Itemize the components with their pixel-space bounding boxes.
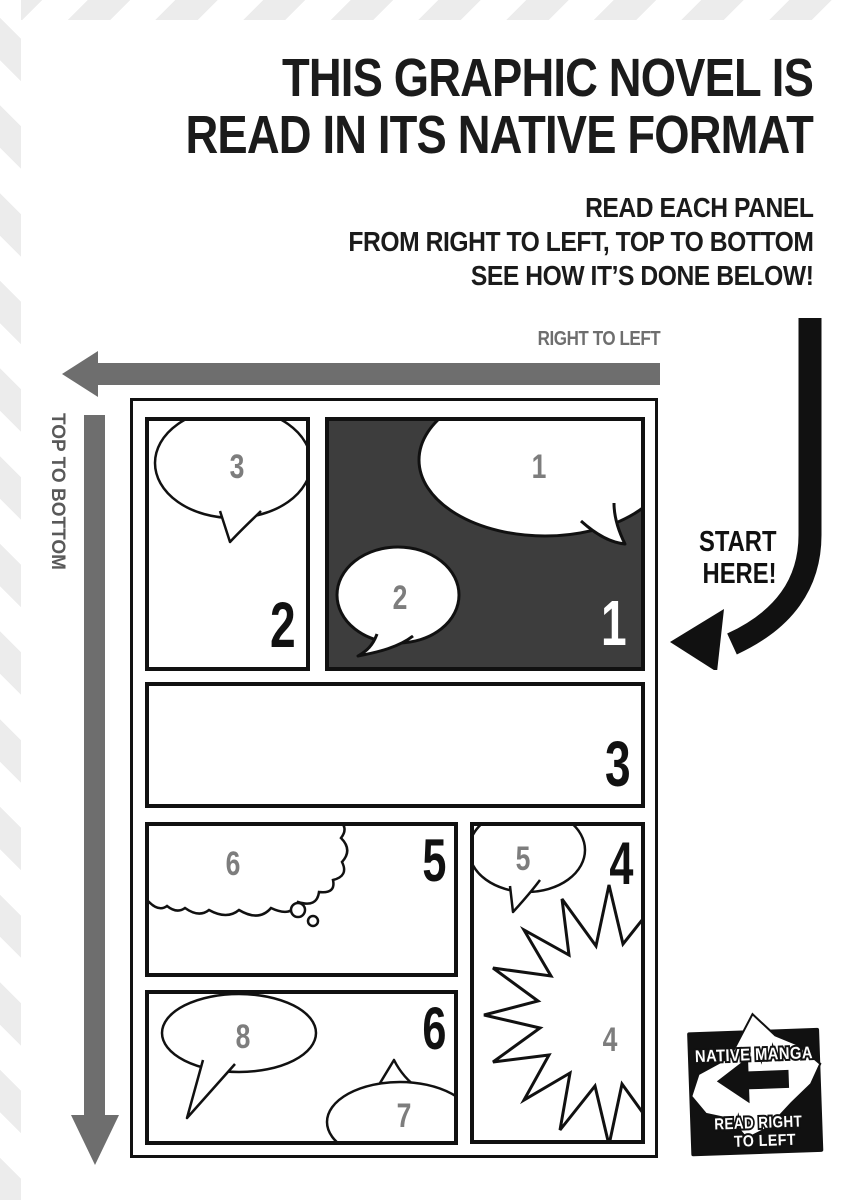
comic-panel-5 xyxy=(145,822,458,977)
thought-bubble-graphic xyxy=(149,826,454,973)
top-stripe-band xyxy=(0,0,854,20)
speech-bubble-graphic xyxy=(329,421,641,667)
bubble-number: 3 xyxy=(229,448,245,486)
panel-number: 5 xyxy=(421,827,446,894)
comic-page-frame xyxy=(130,398,658,1158)
start-here-line-2: HERE! xyxy=(703,558,777,590)
panel-number: 3 xyxy=(605,728,631,800)
start-here-line-1: START xyxy=(699,526,777,558)
comic-panel-3 xyxy=(145,682,645,808)
subtitle-line-2: FROM RIGHT TO LEFT, TOP TO BOTTOM xyxy=(347,226,813,257)
bubble-number: 1 xyxy=(531,448,547,486)
bubble-number: 7 xyxy=(396,1097,412,1135)
badge-bottom-text-2: TO LEFT xyxy=(733,1131,805,1151)
right-to-left-arrow-icon xyxy=(96,363,660,385)
title-line-2: READ IN ITS NATIVE FORMAT xyxy=(185,105,813,165)
page-title xyxy=(186,50,813,164)
start-here-arrow-icon xyxy=(660,310,830,670)
comic-panel-1 xyxy=(325,417,645,671)
bubble-number: 6 xyxy=(225,845,241,883)
top-to-bottom-label: TOP TO BOTTOM xyxy=(47,413,68,570)
page-subtitle xyxy=(348,191,813,293)
subtitle-line-3: SEE HOW IT’S DONE BELOW! xyxy=(470,260,813,291)
native-manga-badge xyxy=(680,1009,835,1162)
subtitle-line-1: READ EACH PANEL xyxy=(584,192,813,223)
start-here-text xyxy=(699,526,777,590)
title-line-1: THIS GRAPHIC NOVEL IS xyxy=(282,48,813,108)
panel-number: 4 xyxy=(608,830,633,897)
badge-bottom-text-1: READ RIGHT xyxy=(714,1112,820,1134)
panel-number: 1 xyxy=(601,587,627,659)
left-stripe-band xyxy=(0,0,21,1200)
top-to-bottom-arrowhead-icon xyxy=(71,1115,119,1165)
comic-panel-6 xyxy=(145,990,458,1145)
top-to-bottom-arrow-icon xyxy=(84,415,105,1115)
native-manga-badge-graphic xyxy=(680,1009,835,1162)
right-to-left-arrowhead-icon xyxy=(62,351,98,397)
comic-panel-2 xyxy=(145,417,310,671)
panel-number: 2 xyxy=(270,589,296,661)
bubble-number: 5 xyxy=(515,840,531,878)
bubble-number: 4 xyxy=(602,1021,618,1059)
badge-top-text: NATIVE MANGA xyxy=(694,1042,832,1067)
bubble-number: 8 xyxy=(235,1018,251,1056)
comic-panel-4 xyxy=(470,822,645,1144)
panel-number: 6 xyxy=(421,995,446,1062)
right-to-left-label: RIGHT TO LEFT xyxy=(537,328,660,350)
bubble-number: 2 xyxy=(392,579,408,617)
